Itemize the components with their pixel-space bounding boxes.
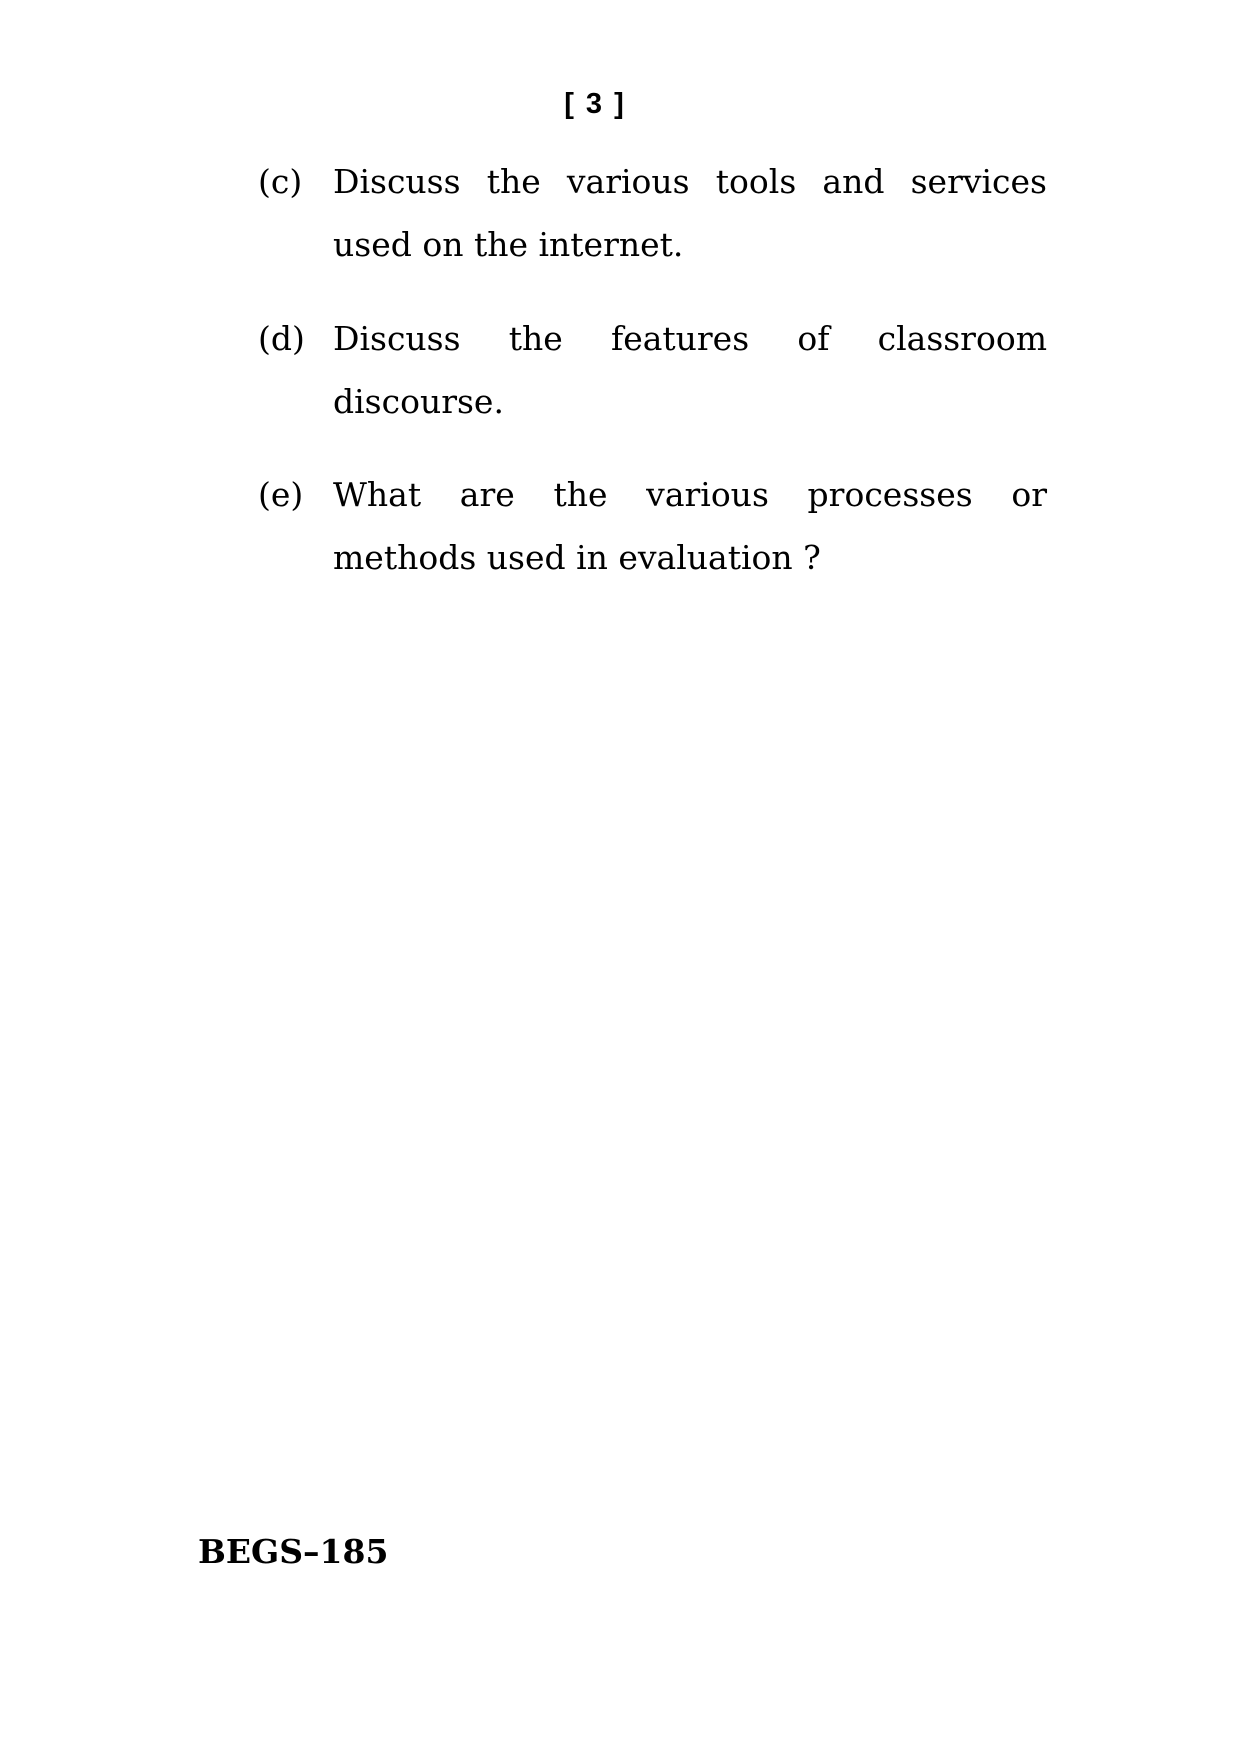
page-number: [ 3 ] xyxy=(564,88,626,120)
question-e xyxy=(258,463,1047,589)
question-label: (e) xyxy=(258,475,304,514)
question-c xyxy=(258,150,1047,276)
question-text: Discuss the features of classroom discourse. xyxy=(333,319,1047,421)
question-text: What are the various processes or methods used in evaluation ? xyxy=(333,475,1047,577)
footer-course-code: BEGS–185 xyxy=(198,1532,389,1571)
question-label: (c) xyxy=(258,162,303,201)
question-d xyxy=(258,307,1047,433)
question-text: Discuss the various tools and services used on the internet. xyxy=(333,162,1047,264)
question-label: (d) xyxy=(258,319,305,358)
